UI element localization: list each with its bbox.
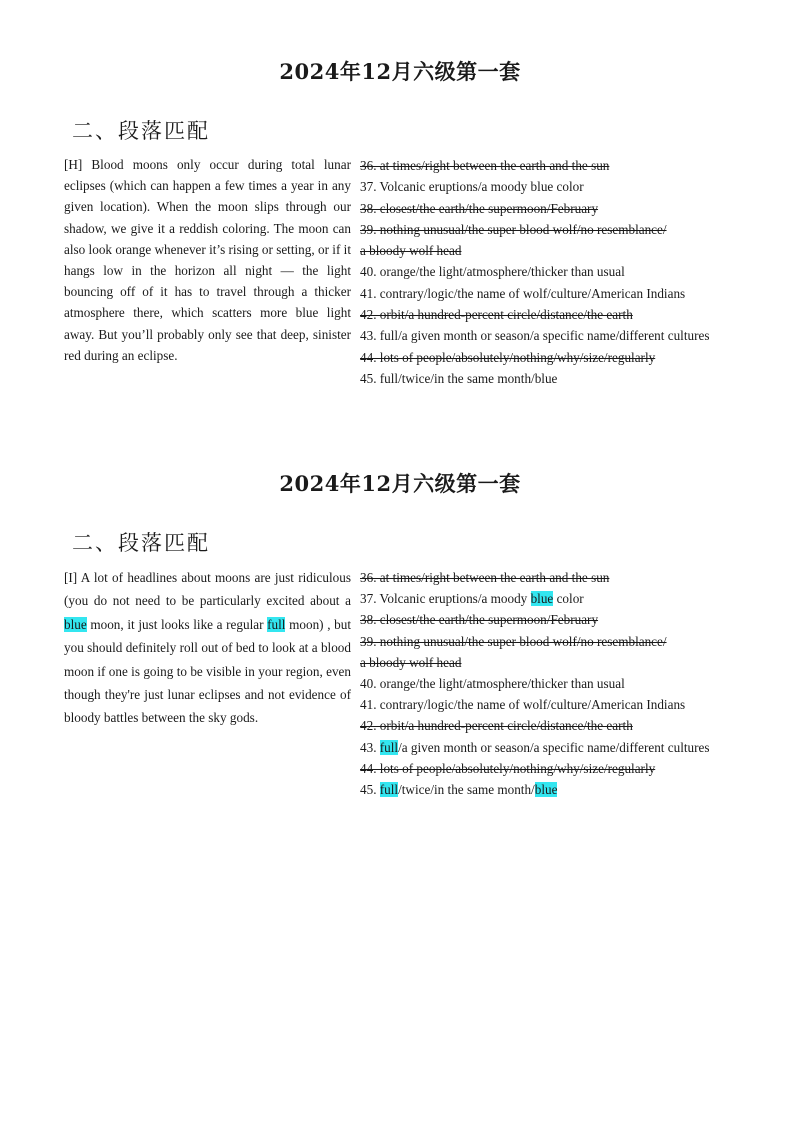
answer-item: [360, 694, 780, 715]
answer-item: 38. closest/the earth/the supermoon/February: [360, 200, 599, 216]
answer-item: [360, 588, 780, 609]
answer-item: a bloody wolf head: [360, 243, 462, 259]
answer-text: 38. closest/the earth/the supermoon/February: [360, 612, 599, 628]
answer-item: [360, 779, 780, 800]
answer-item: 44. lots of people/absolutely/nothing/why/size/regularly: [360, 349, 656, 365]
highlighted-word: blue: [534, 781, 558, 797]
answer-text: 37. Volcanic eruptions/a moody: [360, 591, 531, 607]
answer-text: /a given month or season/a specific name/different cultures: [398, 739, 710, 755]
answer-text: 41. contrary/logic/the name of wolf/culture/American Indians: [360, 697, 686, 713]
answer-text: color: [553, 591, 584, 607]
answer-item: 37. Volcanic eruptions/a moody blue color: [360, 179, 584, 195]
section-heading: 二、段落匹配: [72, 119, 210, 143]
answer-item: [360, 567, 780, 588]
answer-list: [360, 567, 780, 800]
answer-item: [360, 758, 780, 779]
answer-item: 41. contrary/logic/the name of wolf/culture/American Indians: [360, 285, 686, 301]
answer-item: 39. nothing unusual/the super blood wolf/no resemblance/: [360, 221, 667, 237]
answer-text: a bloody wolf head: [360, 654, 462, 670]
highlighted-word: full: [379, 781, 399, 797]
highlighted-word: full: [267, 616, 286, 632]
answer-item: [360, 737, 780, 758]
answer-item: [360, 715, 780, 736]
answer-text: 40. orange/the light/atmosphere/thicker than usual: [360, 675, 625, 691]
answer-text: 44. lots of people/absolutely/nothing/why/size/regularly: [360, 760, 656, 776]
answer-text: /twice/in the same month/: [398, 781, 535, 797]
highlighted-word: blue: [530, 591, 554, 607]
page-title: 2024年12月六级第一套: [279, 59, 521, 84]
answer-item: 36. at times/right between the earth and the sun: [360, 158, 610, 173]
passage-text: moon, it just looks like a regular: [86, 616, 268, 632]
answer-item: [360, 631, 780, 652]
passage-i: [64, 566, 351, 730]
highlighted-word: blue: [64, 616, 87, 632]
passage-h: [H] Blood moons only occur during total lunar eclipses (which can happen a few times a year in any given location). When the moon slips through our shadow, we give it a reddish coloring. The moon can also look orange whenever it’s rising or setting, or if it hangs low in the horizon all night — the light bouncing off of it has to travel through a thicker atmosphere there, which scatters more blue light away. But you’ll probably only see that deep, sinister red during an eclipse.: [64, 157, 351, 363]
answer-item: 45. full/twice/in the same month/blue: [360, 370, 558, 386]
highlighted-word: full: [379, 739, 399, 755]
answer-text: 42. orbit/a hundred-percent circle/distance/the earth: [360, 718, 633, 734]
answer-text: 45.: [360, 781, 380, 797]
section-heading: 二、段落匹配: [72, 531, 210, 555]
answer-text: 43.: [360, 739, 380, 755]
passage-text: [I] A lot of headlines about moons are just ridiculous (you do not need to be particularly excited about a: [64, 570, 351, 609]
answer-item: [360, 673, 780, 694]
answer-item: 42. orbit/a hundred-percent circle/distance/the earth: [360, 307, 633, 323]
passage-text: moon) , but you should definitely roll out of bed to look at a blood moon if one is going to be visible in your region, even though they're just lunar eclipses and not evidence of bloody battles between the sky gods.: [64, 616, 351, 726]
answer-text: 36. at times/right between the earth and the sun: [360, 570, 610, 585]
answer-item: [360, 609, 780, 630]
answer-text: 39. nothing unusual/the super blood wolf/no resemblance/: [360, 633, 667, 649]
answer-item: [360, 652, 780, 673]
answer-item: 43. full/a given month or season/a specific name/different cultures: [360, 328, 710, 344]
answer-item: 40. orange/the light/atmosphere/thicker than usual: [360, 264, 625, 280]
page-title: 2024年12月六级第一套: [279, 471, 521, 496]
